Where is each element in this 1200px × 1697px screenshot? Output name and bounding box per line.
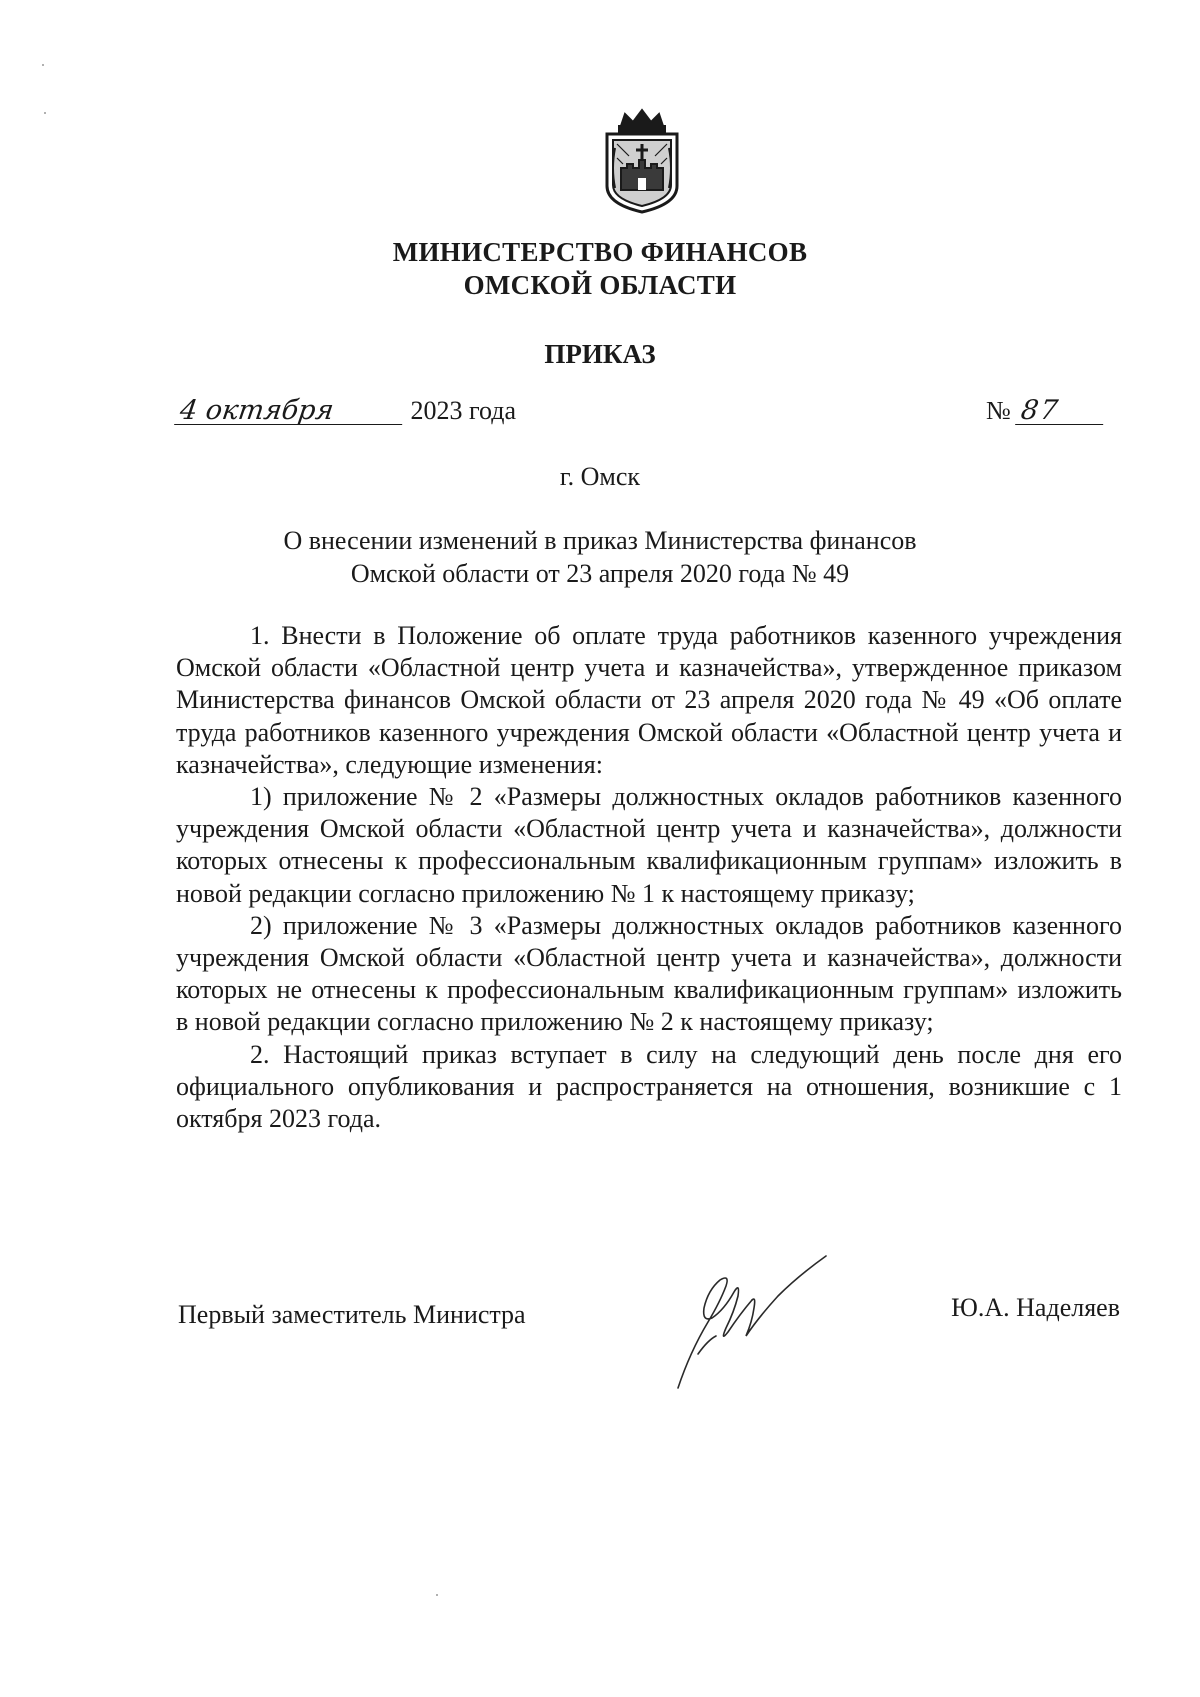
scan-speck — [436, 1594, 438, 1596]
document-type: ПРИКАЗ — [544, 339, 656, 369]
document-title-line2: Омской области от 23 апреля 2020 года № 49 — [350, 559, 850, 588]
document-number — [986, 396, 1105, 426]
handwritten-number: 87 — [1015, 398, 1107, 425]
paragraph-subitem-1: 1) приложение № 2 «Размеры должностных окладов работников казенного учреждения Омской области «Областной центр учета и казначейства», должности которых отнесены к профессиональным квалификационным группам» изложить в новой редакции согласно приложению № 1 к настоящему приказу; — [176, 782, 1122, 908]
paragraph-item-1: 1. Внести в Положение об оплате труда работников казенного учреждения Омской области «Областной центр учета и казначейства», утвержденное приказом Министерства финансов Омской области от 23 апреля 2020 года № 49 «Об оплате труда работников казенного учреждения Омской области «Областной центр учета и казначейства», следующие изменения: — [176, 621, 1122, 779]
paragraph-item-2: 2. Настоящий приказ вступает в силу на следующий день после дня его официального опубликования и распространяется на отношения, возникшие с 1 октября 2023 года. — [176, 1039, 1122, 1134]
date-year: 2023 года — [410, 396, 517, 425]
document-city: г. Омск — [559, 462, 641, 491]
document-body — [176, 620, 1122, 1135]
document-date — [176, 396, 516, 426]
coat-of-arms-icon — [601, 108, 683, 214]
scan-speck — [42, 64, 44, 66]
signature-icon — [668, 1252, 838, 1392]
document-title-line1: О внесении изменений в приказ Министерства финансов — [283, 526, 917, 555]
number-sign: № — [986, 396, 1011, 425]
scan-speck — [44, 112, 46, 114]
organization-name-line1: МИНИСТЕРСТВО ФИНАНСОВ — [392, 237, 808, 267]
organization-name-line2: ОМСКОЙ ОБЛАСТИ — [463, 270, 737, 300]
signatory-position: Первый заместитель Министра — [178, 1300, 526, 1329]
handwritten-date: 4 октября — [174, 398, 406, 425]
signatory-name: Ю.А. Наделяев — [951, 1293, 1120, 1322]
paragraph-subitem-2: 2) приложение № 3 «Размеры должностных окладов работников казенного учреждения Омской области «Областной центр учета и казначейства», должности которых не отнесены к профессиональным квалификационным группам» изложить в новой редакции согласно приложению № 2 к настоящему приказу; — [176, 910, 1122, 1037]
